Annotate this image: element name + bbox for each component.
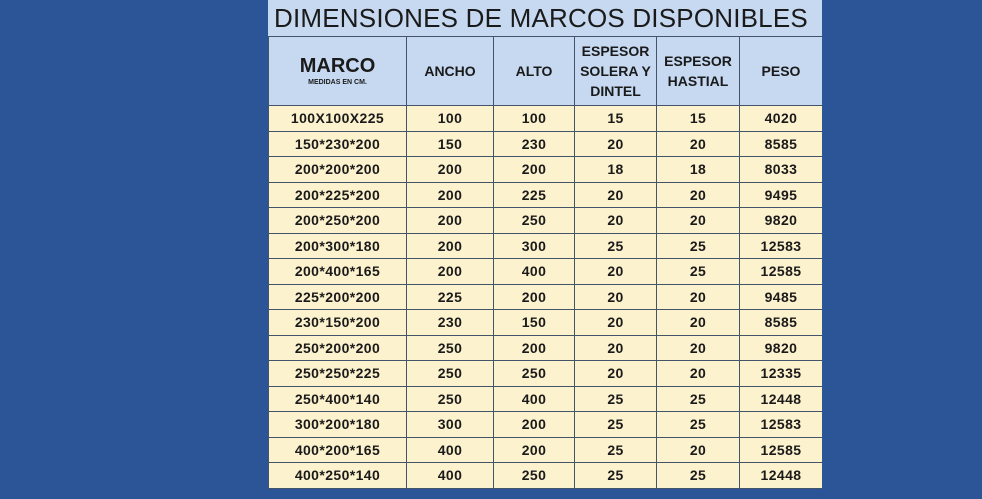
cell-alto: 230: [494, 131, 575, 157]
cell-alto: 250: [494, 463, 575, 489]
cell-marco: 250*250*225: [269, 361, 407, 387]
table-body: [269, 106, 823, 489]
cell-marco: 100X100X225: [269, 106, 407, 132]
table-row: [269, 463, 823, 489]
cell-peso: 12583: [740, 233, 823, 259]
cell-alto: 200: [494, 157, 575, 183]
cell-ancho: 250: [407, 335, 494, 361]
cell-marco: 200*225*200: [269, 182, 407, 208]
cell-espesor-hastial: 20: [657, 182, 740, 208]
cell-espesor-hastial: 25: [657, 259, 740, 285]
cell-espesor-hastial: 20: [657, 437, 740, 463]
cell-alto: 200: [494, 284, 575, 310]
table-row: [269, 412, 823, 438]
table-row: [269, 335, 823, 361]
cell-ancho: 300: [407, 412, 494, 438]
frames-table-sheet: [268, 0, 822, 499]
cell-ancho: 200: [407, 208, 494, 234]
cell-espesor-solera-dintel: 15: [575, 106, 657, 132]
table-row: [269, 182, 823, 208]
header-espesor-hastial: ESPESOR HASTIAL: [657, 37, 740, 106]
cell-peso: 9495: [740, 182, 823, 208]
cell-espesor-solera-dintel: 20: [575, 361, 657, 387]
cell-espesor-hastial: 25: [657, 463, 740, 489]
cell-alto: 225: [494, 182, 575, 208]
frames-table: [268, 36, 822, 489]
cell-espesor-solera-dintel: 20: [575, 284, 657, 310]
cell-espesor-solera-dintel: 18: [575, 157, 657, 183]
table-row: [269, 386, 823, 412]
cell-espesor-hastial: 25: [657, 233, 740, 259]
table-row: [269, 259, 823, 285]
table-row: [269, 131, 823, 157]
cell-peso: 12448: [740, 386, 823, 412]
cell-alto: 200: [494, 437, 575, 463]
cell-peso: 8585: [740, 131, 823, 157]
cell-alto: 100: [494, 106, 575, 132]
header-espesor-solera-dintel: ESPESOR SOLERA Y DINTEL: [575, 37, 657, 106]
header-ancho: ANCHO: [407, 37, 494, 106]
cell-alto: 200: [494, 412, 575, 438]
cell-peso: 8585: [740, 310, 823, 336]
table-row: [269, 208, 823, 234]
cell-peso: 12583: [740, 412, 823, 438]
cell-espesor-solera-dintel: 25: [575, 233, 657, 259]
header-marco-units: MEDIDAS EN CM.: [308, 79, 367, 86]
cell-alto: 400: [494, 386, 575, 412]
cell-espesor-solera-dintel: 20: [575, 131, 657, 157]
cell-marco: 400*200*165: [269, 437, 407, 463]
cell-ancho: 230: [407, 310, 494, 336]
cell-marco: 400*250*140: [269, 463, 407, 489]
cell-peso: 9820: [740, 335, 823, 361]
cell-ancho: 400: [407, 463, 494, 489]
cell-peso: 9820: [740, 208, 823, 234]
cell-marco: 250*400*140: [269, 386, 407, 412]
cell-espesor-hastial: 20: [657, 208, 740, 234]
cell-ancho: 250: [407, 361, 494, 387]
cell-alto: 150: [494, 310, 575, 336]
cell-ancho: 250: [407, 386, 494, 412]
cell-espesor-solera-dintel: 25: [575, 463, 657, 489]
cell-marco: 230*150*200: [269, 310, 407, 336]
cell-espesor-solera-dintel: 20: [575, 182, 657, 208]
cell-espesor-hastial: 20: [657, 310, 740, 336]
cell-ancho: 200: [407, 259, 494, 285]
cell-alto: 200: [494, 335, 575, 361]
cell-espesor-solera-dintel: 20: [575, 208, 657, 234]
cell-alto: 400: [494, 259, 575, 285]
table-row: [269, 284, 823, 310]
cell-espesor-hastial: 18: [657, 157, 740, 183]
cell-ancho: 200: [407, 233, 494, 259]
cell-marco: 300*200*180: [269, 412, 407, 438]
cell-espesor-solera-dintel: 20: [575, 335, 657, 361]
header-alto: ALTO: [494, 37, 575, 106]
cell-ancho: 100: [407, 106, 494, 132]
cell-espesor-solera-dintel: 25: [575, 437, 657, 463]
cell-marco: 200*300*180: [269, 233, 407, 259]
cell-marco: 200*250*200: [269, 208, 407, 234]
cell-peso: 4020: [740, 106, 823, 132]
cell-espesor-solera-dintel: 20: [575, 259, 657, 285]
cell-peso: 12585: [740, 259, 823, 285]
cell-espesor-solera-dintel: 25: [575, 386, 657, 412]
table-row: [269, 310, 823, 336]
cell-alto: 250: [494, 361, 575, 387]
cell-ancho: 400: [407, 437, 494, 463]
cell-espesor-solera-dintel: 20: [575, 310, 657, 336]
cell-peso: 12335: [740, 361, 823, 387]
cell-espesor-hastial: 20: [657, 131, 740, 157]
table-title: DIMENSIONES DE MARCOS DISPONIBLES: [268, 0, 822, 36]
header-marco-label: MARCO: [299, 55, 376, 77]
cell-peso: 12448: [740, 463, 823, 489]
cell-marco: 150*230*200: [269, 131, 407, 157]
table-row: [269, 157, 823, 183]
cell-peso: 8033: [740, 157, 823, 183]
cell-marco: 200*200*200: [269, 157, 407, 183]
cell-espesor-solera-dintel: 25: [575, 412, 657, 438]
cell-espesor-hastial: 20: [657, 361, 740, 387]
cell-espesor-hastial: 25: [657, 386, 740, 412]
cell-ancho: 200: [407, 157, 494, 183]
cell-espesor-hastial: 15: [657, 106, 740, 132]
cell-alto: 250: [494, 208, 575, 234]
cell-espesor-hastial: 20: [657, 335, 740, 361]
cell-ancho: 150: [407, 131, 494, 157]
table-row: [269, 437, 823, 463]
cell-ancho: 225: [407, 284, 494, 310]
cell-espesor-hastial: 25: [657, 412, 740, 438]
table-row: [269, 233, 823, 259]
table-row: [269, 106, 823, 132]
cell-peso: 12585: [740, 437, 823, 463]
cell-peso: 9485: [740, 284, 823, 310]
cell-marco: 200*400*165: [269, 259, 407, 285]
cell-espesor-hastial: 20: [657, 284, 740, 310]
header-marco: [269, 37, 407, 106]
cell-marco: 250*200*200: [269, 335, 407, 361]
cell-alto: 300: [494, 233, 575, 259]
header-peso: PESO: [740, 37, 823, 106]
cell-ancho: 200: [407, 182, 494, 208]
table-row: [269, 361, 823, 387]
table-header-row: [269, 37, 823, 106]
cell-marco: 225*200*200: [269, 284, 407, 310]
